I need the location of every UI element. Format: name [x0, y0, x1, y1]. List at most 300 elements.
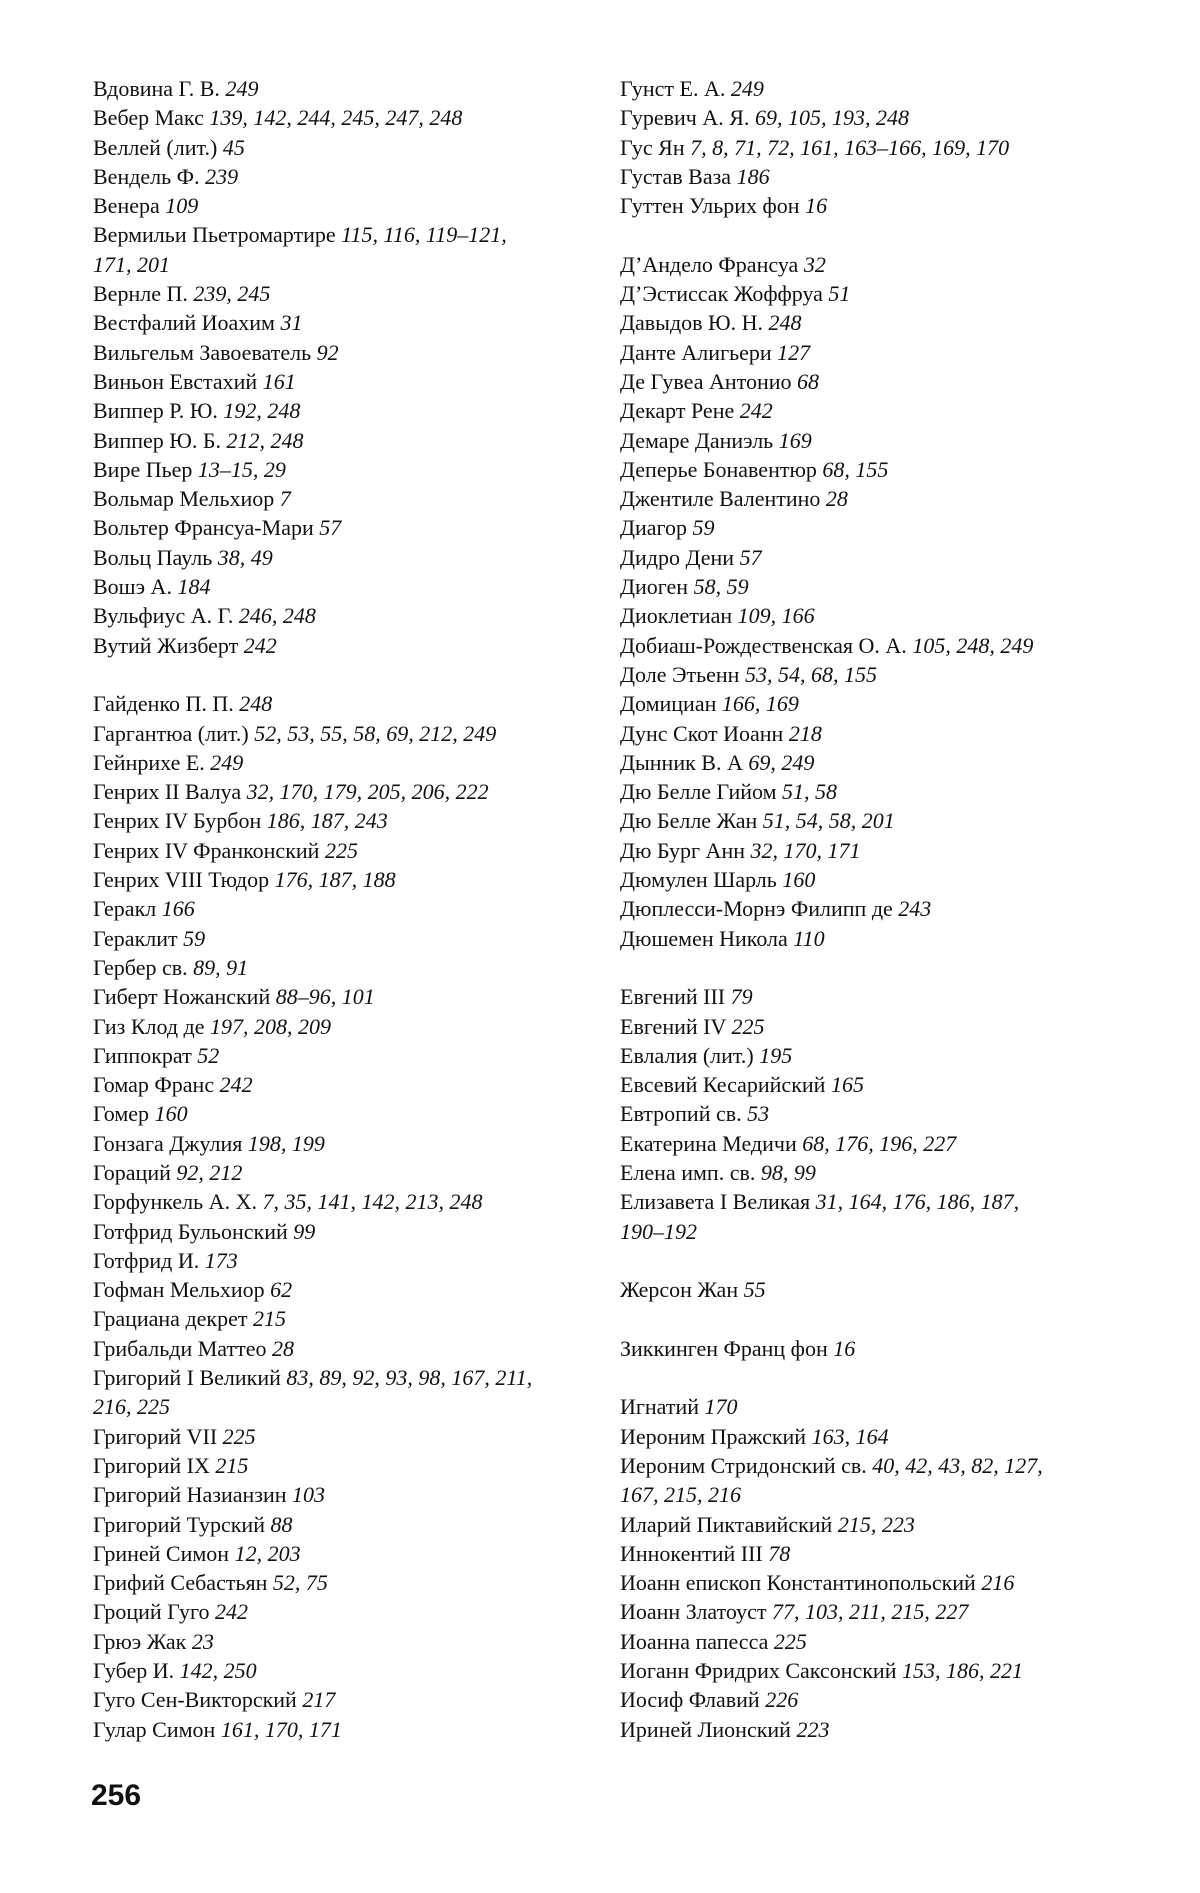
index-entry-name: Дунс Скот Иоанн	[620, 720, 784, 746]
index-entry-name: Вульфиус А. Г.	[93, 603, 234, 629]
index-entry	[93, 1041, 593, 1070]
index-entry-name: Грюэ Жак	[93, 1628, 187, 1654]
index-entry-name: Диоклетиан	[620, 603, 733, 629]
index-entry-pages: 248	[768, 310, 802, 336]
index-entry-pages: 57	[739, 544, 762, 570]
index-entry-name: Вольмар Мельхиор	[93, 486, 275, 512]
index-entry-name: Иоганн Фридрих Саксонский	[620, 1658, 897, 1684]
index-spacer	[620, 1246, 1140, 1275]
index-entry-pages: 59	[692, 515, 715, 541]
index-entry-name: Гербер св.	[93, 954, 188, 980]
index-entry	[93, 367, 593, 396]
index-entry	[93, 777, 593, 806]
index-entry-name: Гриней Симон	[93, 1540, 230, 1566]
index-entry-name: Иероним Пражский	[620, 1423, 807, 1449]
index-entry-name: Гулар Симон	[93, 1716, 216, 1742]
index-entry-name: Вутий Жизберт	[93, 632, 239, 658]
index-entry-pages: 186, 187, 243	[266, 808, 388, 834]
index-entry-name: Григорий IX	[93, 1452, 210, 1478]
index-entry-name: Гонзага Джулия	[93, 1130, 243, 1156]
index-entry-name: Гиберт Ножанский	[93, 984, 271, 1010]
index-entry	[620, 1422, 1140, 1451]
index-entry-name: Дю Бург Анн	[620, 837, 745, 863]
index-entry-pages: 242	[243, 632, 277, 658]
index-entry	[93, 1422, 593, 1451]
index-entry-pages: 109	[165, 193, 199, 219]
index-entry	[93, 1246, 593, 1275]
index-entry-pages: 92	[316, 339, 339, 365]
index-entry	[620, 1685, 1140, 1714]
index-entry	[620, 1480, 1140, 1509]
index-entry	[93, 572, 593, 601]
index-entry	[93, 220, 593, 249]
index-entry	[620, 279, 1140, 308]
index-entry	[620, 1539, 1140, 1568]
page-number: 256	[91, 1779, 142, 1812]
index-entry	[620, 836, 1140, 865]
index-entry	[93, 806, 593, 835]
index-entry-name: Григорий Назианзин	[93, 1482, 287, 1508]
index-entry-pages: 13–15, 29	[197, 456, 286, 482]
index-entry	[93, 1187, 593, 1216]
index-entry-pages: 225	[222, 1423, 256, 1449]
index-entry-pages: 32, 170, 171	[750, 837, 861, 863]
index-entry-pages: 242	[219, 1072, 253, 1098]
index-entry-name: Иоанн епископ Константинопольский	[620, 1570, 976, 1596]
index-entry-pages: 160	[154, 1101, 188, 1127]
index-entry-name: Виппер Ю. Б.	[93, 427, 222, 453]
index-entry-name: Густав Ваза	[620, 163, 732, 189]
index-spacer	[620, 1363, 1140, 1392]
index-entry-name: Губер И.	[93, 1658, 175, 1684]
index-entry-name: Демаре Даниэль	[620, 427, 774, 453]
index-spacer	[620, 953, 1140, 982]
index-entry	[620, 601, 1140, 630]
index-entry-name: Гус Ян	[620, 134, 685, 160]
index-entry	[620, 74, 1140, 103]
index-entry	[93, 1627, 593, 1656]
index-entry-pages: 52, 53, 55, 58, 69, 212, 249	[254, 720, 497, 746]
index-entry-name: Гиз Клод де	[93, 1013, 205, 1039]
index-entry-pages: 32, 170, 179, 205, 206, 222	[246, 779, 489, 805]
index-entry	[620, 1158, 1140, 1187]
index-entry-name: Горфункель А. Х.	[93, 1189, 257, 1215]
index-entry-pages: 176, 187, 188	[274, 867, 396, 893]
index-entry-name: Генрих IV Бурбон	[93, 808, 262, 834]
index-entry-name: Дюмулен Шарль	[620, 867, 777, 893]
index-entry	[620, 426, 1140, 455]
index-entry-pages: 51, 54, 58, 201	[762, 808, 895, 834]
index-entry-name: Гуттен Ульрих фон	[620, 193, 800, 219]
index-entry-name: Гофман Мельхиор	[93, 1277, 265, 1303]
index-entry-name: Григорий Турский	[93, 1511, 265, 1537]
index-entry-name: Данте Алигьери	[620, 339, 772, 365]
index-entry-pages: 170	[704, 1394, 738, 1420]
index-entry-pages: 225	[324, 837, 358, 863]
index-entry-pages: 195	[759, 1042, 793, 1068]
index-entry-name: Гаргантюа (лит.)	[93, 720, 249, 746]
index-entry-name: Вестфалий Иоахим	[93, 310, 275, 336]
index-entry-name: Григорий VII	[93, 1423, 218, 1449]
index-entry-name: Иосиф Флавий	[620, 1687, 760, 1713]
index-entry	[93, 426, 593, 455]
index-entry	[93, 982, 593, 1011]
index-column-left	[93, 74, 593, 1744]
index-entry-pages: 103	[292, 1482, 326, 1508]
index-entry-name: Вермильи Пьетромартире	[93, 222, 336, 248]
index-entry-name: Геракл	[93, 896, 157, 922]
index-entry-pages: 216	[981, 1570, 1015, 1596]
index-entry-name: Виньон Евстахий	[93, 368, 258, 394]
index-entry	[93, 748, 593, 777]
index-entry-name: Генрих VIII Тюдор	[93, 867, 270, 893]
index-entry-name: Дюшемен Никола	[620, 925, 788, 951]
index-entry-name: Домициан	[620, 691, 717, 717]
index-entry-pages: 57	[319, 515, 342, 541]
index-entry	[93, 1129, 593, 1158]
index-entry	[620, 719, 1140, 748]
index-entry-pages: 89, 91	[193, 954, 249, 980]
index-entry-pages: 249	[730, 76, 764, 101]
index-entry-name: Виппер Р. Ю.	[93, 398, 218, 424]
index-entry-pages: 249	[225, 76, 259, 101]
index-entry-pages: 28	[825, 486, 848, 512]
index-entry-pages: 186	[736, 163, 770, 189]
index-entry-pages: 215, 223	[837, 1511, 915, 1537]
index-entry-name: Вебер Макс	[93, 105, 204, 131]
index-entry-name: Гуревич А. Я.	[620, 105, 750, 131]
index-entry-name: Иероним Стридонский св.	[620, 1452, 867, 1478]
index-entry	[93, 836, 593, 865]
index-entry-name: Генрих II Валуа	[93, 779, 242, 805]
index-entry	[93, 74, 593, 103]
index-entry-pages: 31, 164, 176, 186, 187,	[815, 1189, 1020, 1215]
index-entry	[620, 777, 1140, 806]
index-entry	[93, 513, 593, 542]
index-entry-name: Гейнрихе Е.	[93, 749, 205, 775]
index-entry	[620, 1099, 1140, 1128]
index-entry-pages: 52, 75	[272, 1570, 328, 1596]
index-entry	[93, 689, 593, 718]
index-spacer	[620, 1304, 1140, 1333]
index-entry-pages: 239, 245	[193, 281, 271, 307]
index-entry-name: Де Гувеа Антонио	[620, 368, 792, 394]
index-entry	[620, 1568, 1140, 1597]
index-entry-name: Гомар Франс	[93, 1072, 215, 1098]
index-entry-name: Дынник В. А	[620, 749, 743, 775]
index-entry	[620, 1597, 1140, 1626]
index-entry	[93, 1715, 593, 1744]
index-entry-pages: 217	[302, 1687, 336, 1713]
index-entry-pages: 68, 155	[822, 456, 889, 482]
index-entry	[93, 1568, 593, 1597]
index-entry	[620, 162, 1140, 191]
index-entry	[620, 982, 1140, 1011]
index-column-right	[620, 74, 1140, 1744]
index-entry-pages: 192, 248	[223, 398, 301, 424]
index-entry-name: Готфрид Бульонский	[93, 1218, 288, 1244]
index-entry-name: Грациана декрет	[93, 1306, 248, 1332]
index-entry	[620, 572, 1140, 601]
index-entry-pages: 110	[793, 925, 825, 951]
index-entry-name: Джентиле Валентино	[620, 486, 821, 512]
index-entry	[620, 103, 1140, 132]
index-entry	[620, 1275, 1140, 1304]
index-entry	[93, 1656, 593, 1685]
index-entry-pages: 153, 186, 221	[901, 1658, 1023, 1684]
index-entry-name: Вошэ А.	[93, 574, 172, 600]
index-entry	[620, 865, 1140, 894]
index-entry-name: Вольтер Франсуа-Мари	[93, 515, 314, 541]
index-entry	[93, 924, 593, 953]
index-entry-pages: 40, 42, 43, 82, 127,	[872, 1452, 1043, 1478]
index-entry	[93, 455, 593, 484]
index-entry-pages: 127	[777, 339, 811, 365]
index-entry-name: Зиккинген Франц фон	[620, 1335, 828, 1361]
index-entry-pages: 53	[747, 1101, 770, 1127]
index-entry-name: Дю Белле Гийом	[620, 779, 777, 805]
index-entry	[620, 806, 1140, 835]
index-entry-pages: 226	[765, 1687, 799, 1713]
index-entry-name: Гиппократ	[93, 1042, 192, 1068]
index-entry-pages: 92, 212	[176, 1159, 243, 1185]
index-entry-name: Вире Пьер	[93, 456, 193, 482]
index-entry-pages: 167, 215, 216	[620, 1482, 741, 1508]
index-entry-name: Гроций Гуго	[93, 1599, 210, 1625]
index-entry-pages: 7, 35, 141, 142, 213, 248	[262, 1189, 483, 1215]
index-entry-pages: 166, 169	[721, 691, 799, 717]
index-entry-name: Грибальди Маттео	[93, 1335, 267, 1361]
index-entry-pages: 83, 89, 92, 93, 98, 167, 211,	[286, 1365, 533, 1391]
index-entry	[620, 924, 1140, 953]
index-entry-name: Дидро Дени	[620, 544, 735, 570]
index-entry	[93, 1099, 593, 1128]
index-entry-pages: 161	[262, 368, 296, 394]
index-entry	[93, 103, 593, 132]
index-entry-name: Веллей (лит.)	[93, 134, 218, 160]
index-entry-name: Григорий I Великий	[93, 1365, 281, 1391]
index-entry-pages: 98, 99	[760, 1159, 816, 1185]
index-entry	[620, 513, 1140, 542]
index-entry	[93, 308, 593, 337]
index-entry	[93, 865, 593, 894]
index-entry-name: Иларий Пиктавийский	[620, 1511, 833, 1537]
index-entry-name: Елена имп. св.	[620, 1159, 756, 1185]
index-entry-pages: 58, 59	[693, 574, 749, 600]
index-entry-name: Иоанна папесса	[620, 1628, 769, 1654]
index-entry-pages: 99	[293, 1218, 316, 1244]
index-entry-pages: 51	[828, 281, 851, 307]
index-entry	[93, 1597, 593, 1626]
index-entry-pages: 68, 176, 196, 227	[802, 1130, 957, 1156]
index-entry-name: Готфрид И.	[93, 1247, 200, 1273]
index-entry	[620, 894, 1140, 923]
index-entry-name: Дю Белле Жан	[620, 808, 758, 834]
index-entry-pages: 53, 54, 68, 155	[744, 661, 877, 687]
index-entry	[620, 660, 1140, 689]
index-entry	[620, 367, 1140, 396]
index-entry-pages: 16	[833, 1335, 856, 1361]
index-entry	[93, 719, 593, 748]
index-entry	[93, 1480, 593, 1509]
index-entry-pages: 68	[797, 368, 820, 394]
index-entry	[620, 308, 1140, 337]
index-entry-pages: 31	[280, 310, 303, 336]
index-entry-name: Венера	[93, 193, 160, 219]
index-entry-name: Иннокентий III	[620, 1540, 763, 1566]
index-entry-name: Генрих IV Франконский	[93, 837, 320, 863]
index-entry-pages: 69, 105, 193, 248	[754, 105, 909, 131]
index-entry-name: Д’Эстиссак Жоффруа	[620, 281, 823, 307]
index-entry	[620, 1451, 1140, 1480]
index-entry-name: Гораций	[93, 1159, 171, 1185]
index-entry-pages: 79	[730, 984, 753, 1010]
index-entry	[93, 1334, 593, 1363]
index-entry	[620, 1012, 1140, 1041]
index-spacer	[93, 660, 593, 689]
index-entry	[620, 689, 1140, 718]
index-entry-pages: 218	[788, 720, 822, 746]
index-entry	[620, 1392, 1140, 1421]
index-entry-name: Евгений III	[620, 984, 726, 1010]
index-entry	[620, 1656, 1140, 1685]
index-entry-pages: 225	[773, 1628, 807, 1654]
index-entry	[620, 1715, 1140, 1744]
index-entry	[620, 1217, 1140, 1246]
index-entry	[620, 748, 1140, 777]
index-entry-name: Евлалия (лит.)	[620, 1042, 754, 1068]
index-entry-name: Вернле П.	[93, 281, 188, 307]
index-entry-pages: 161, 170, 171	[220, 1716, 342, 1742]
index-entry-pages: 59	[183, 925, 206, 951]
index-entry-pages: 105, 248, 249	[912, 632, 1034, 658]
index-entry	[93, 953, 593, 982]
index-entry	[93, 1451, 593, 1480]
index-entry	[620, 1129, 1140, 1158]
index-entry-pages: 28	[272, 1335, 294, 1361]
index-entry	[93, 1685, 593, 1714]
index-entry-pages: 223	[796, 1716, 830, 1742]
index-entry-name: Давыдов Ю. Н.	[620, 310, 764, 336]
index-entry	[620, 631, 1140, 660]
index-entry-pages: 165	[830, 1072, 864, 1098]
index-entry	[620, 455, 1140, 484]
index-entry-pages: 169	[778, 427, 812, 453]
index-entry-name: Игнатий	[620, 1394, 700, 1420]
index-entry-pages: 88	[270, 1511, 293, 1537]
index-entry	[620, 1041, 1140, 1070]
index-entry	[93, 1392, 593, 1421]
index-entry-name: Деперье Бонавентюр	[620, 456, 817, 482]
index-entry	[93, 338, 593, 367]
index-entry-name: Екатерина Медичи	[620, 1130, 797, 1156]
index-entry-pages: 184	[177, 574, 211, 600]
index-entry-pages: 7	[279, 486, 291, 512]
index-entry-name: Иоанн Златоуст	[620, 1599, 767, 1625]
index-entry	[620, 250, 1140, 279]
index-entry	[620, 1510, 1140, 1539]
index-entry-name: Добиаш-Рождественская О. А.	[620, 632, 907, 658]
index-entry	[93, 1070, 593, 1099]
index-entry-name: Д’Анделo Франсуа	[620, 251, 799, 277]
index-entry	[620, 338, 1140, 367]
index-entry	[93, 1304, 593, 1333]
index-entry-pages: 242	[739, 398, 773, 424]
index-entry-pages: 166	[161, 896, 195, 922]
index-entry-pages: 45	[222, 134, 245, 160]
index-entry	[620, 1070, 1140, 1099]
index-entry-pages: 38, 49	[217, 544, 273, 570]
index-entry	[93, 1510, 593, 1539]
index-entry-name: Елизавета I Великая	[620, 1189, 811, 1215]
index-entry	[620, 1187, 1140, 1216]
index-entry-name: Вольц Пауль	[93, 544, 213, 570]
index-entry	[93, 191, 593, 220]
index-entry-pages: 243	[898, 896, 932, 922]
index-entry-pages: 62	[270, 1277, 293, 1303]
index-entry-pages: 23	[191, 1628, 214, 1654]
index-entry-pages: 51, 58	[782, 779, 837, 805]
index-entry	[93, 133, 593, 162]
index-entry-name: Вендель Ф.	[93, 163, 200, 189]
index-entry-pages: 52	[197, 1042, 220, 1068]
index-entry-pages: 212, 248	[226, 427, 304, 453]
index-entry-pages: 216, 225	[93, 1394, 170, 1420]
index-entry-pages: 12, 203	[234, 1540, 301, 1566]
index-entry-name: Гунст Е. А.	[620, 76, 726, 101]
index-entry-pages: 239	[205, 163, 239, 189]
index-entry-pages: 242	[215, 1599, 249, 1625]
index-entry-pages: 7, 8, 71, 72, 161, 163–166, 169, 170	[690, 134, 1010, 160]
index-entry-pages: 171, 201	[93, 251, 170, 277]
index-entry-name: Евгений IV	[620, 1013, 726, 1039]
index-entry	[93, 1539, 593, 1568]
index-entry	[93, 1363, 593, 1392]
index-entry	[93, 396, 593, 425]
index-entry	[93, 1275, 593, 1304]
index-entry-name: Евтропий св.	[620, 1101, 742, 1127]
index-entry-name: Вильгельм Завоеватель	[93, 339, 312, 365]
index-entry	[93, 631, 593, 660]
index-entry-pages: 109, 166	[737, 603, 815, 629]
index-entry-name: Гераклит	[93, 925, 178, 951]
index-entry-pages: 173	[204, 1247, 238, 1273]
index-entry-pages: 249	[210, 749, 244, 775]
index-entry	[93, 1217, 593, 1246]
index-entry-pages: 215	[252, 1306, 286, 1332]
index-entry-pages: 246, 248	[238, 603, 316, 629]
index-entry-pages: 16	[805, 193, 828, 219]
index-entry-pages: 115, 116, 119–121,	[341, 222, 507, 248]
index-entry-name: Диоген	[620, 574, 689, 600]
index-entry	[93, 484, 593, 513]
index-entry-pages: 139, 142, 244, 245, 247, 248	[209, 105, 463, 131]
index-entry-pages: 248	[239, 691, 273, 717]
index-entry-pages: 198, 199	[247, 1130, 325, 1156]
index-entry-pages: 160	[782, 867, 816, 893]
index-entry-name: Декарт Рене	[620, 398, 735, 424]
index-entry	[620, 191, 1140, 220]
index-entry	[620, 396, 1140, 425]
index-entry-name: Гайденко П. П.	[93, 691, 234, 717]
index-entry	[93, 1012, 593, 1041]
index-entry-pages: 190–192	[620, 1218, 697, 1244]
index-entry-pages: 55	[743, 1277, 766, 1303]
index-entry	[620, 133, 1140, 162]
index-entry-name: Евсевий Кесарийский	[620, 1072, 826, 1098]
index-entry	[93, 1158, 593, 1187]
index-entry	[93, 162, 593, 191]
